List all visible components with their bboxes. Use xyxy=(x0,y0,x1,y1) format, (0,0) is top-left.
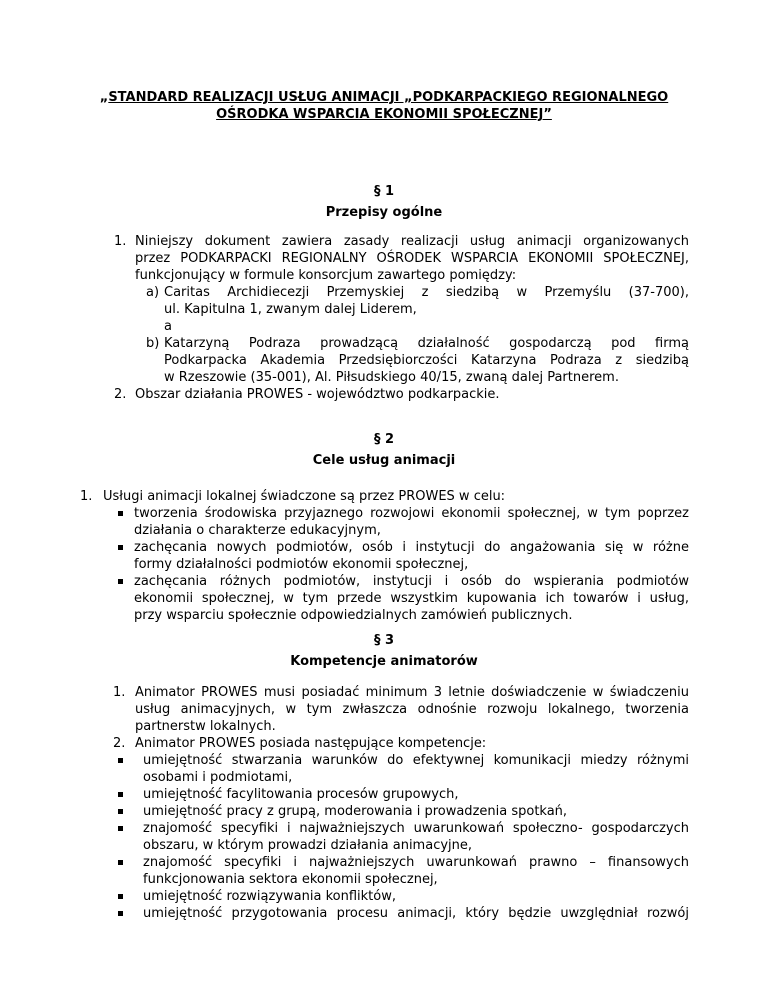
paragraph-line: umiejętność przygotowania procesu animacji, który będzie uwzględniał rozwój xyxy=(143,906,689,921)
paragraph-line: Niniejszy dokument zawiera zasady realizacji usług animacji organizowanych xyxy=(135,234,689,249)
list-marker: b) xyxy=(146,336,160,351)
paragraph-line: osobami i podmiotami, xyxy=(143,770,293,785)
list-marker: 1. xyxy=(80,489,93,504)
section-2-header xyxy=(80,429,688,471)
paragraph-line: znajomość specyfiki i najważniejszych uwarunkowań społeczno- gospodarczych xyxy=(143,821,689,836)
paragraph-line: a xyxy=(164,319,172,334)
bullet-marker xyxy=(118,826,123,831)
section-1-header xyxy=(80,181,688,223)
bullet-marker xyxy=(118,860,123,865)
section-heading: Cele usług animacji xyxy=(312,453,456,468)
paragraph-line: przy wsparciu społecznie odpowiedzialnych zamówień publicznych. xyxy=(134,608,573,623)
title-line-1: STANDARD REALIZACJI USŁUG ANIMACJI „PODKARPACKIEGO REGIONALNEGO xyxy=(108,90,669,105)
paragraph-line: działania o charakterze edukacyjnym, xyxy=(134,523,381,538)
paragraph-line: usług animacyjnych, w tym zwłaszcza odnośnie rozwoju lokalnego, tworzenia xyxy=(135,702,689,717)
title-line-2: OŚRODKA WSPARCIA EKONOMII SPOŁECZNEJ” xyxy=(216,107,552,122)
paragraph-line: w Rzeszowie (35-001), Al. Piłsudskiego 40/15, zwaną dalej Partnerem. xyxy=(164,370,619,385)
paragraph-line: zachęcania różnych podmiotów, instytucji i osób do wspierania podmiotów xyxy=(134,574,689,589)
list-marker: a) xyxy=(146,285,160,300)
bullet-marker xyxy=(118,758,123,763)
paragraph-line: ekonomii społecznej, w tym przede wszystkim kupowania ich towarów i usług, xyxy=(134,591,689,606)
bullet-marker xyxy=(118,911,123,916)
paragraph-line: umiejętność stwarzania warunków do efektywnej komunikacji miedzy różnymi xyxy=(143,753,689,768)
paragraph-line: formy działalności podmiotów ekonomii społecznej, xyxy=(134,557,469,572)
list-marker: 1. xyxy=(113,685,126,700)
paragraph-line: obszaru, w którym prowadzi działania animacyjne, xyxy=(143,838,473,853)
paragraph-line: Caritas Archidiecezji Przemyskiej z siedzibą w Przemyślu (37-700), xyxy=(164,285,689,300)
document-title xyxy=(80,89,688,123)
bullet-marker xyxy=(118,545,123,550)
section-number: § 2 xyxy=(373,432,395,447)
list-marker: 2. xyxy=(113,736,126,751)
bullet-marker xyxy=(118,511,123,516)
paragraph-line: umiejętność rozwiązywania konfliktów, xyxy=(143,889,396,904)
bullet-marker xyxy=(118,579,123,584)
section-3-header xyxy=(80,630,688,672)
paragraph-line: umiejętność pracy z grupą, moderowania i prowadzenia spotkań, xyxy=(143,804,568,819)
paragraph-line: Animator PROWES posiada następujące kompetencje: xyxy=(135,736,487,751)
section-heading: Kompetencje animatorów xyxy=(290,654,478,669)
paragraph-line: umiejętność facylitowania procesów grupowych, xyxy=(143,787,459,802)
paragraph-line: funkcjonujący w formule konsorcjum zawartego pomiędzy: xyxy=(135,268,517,283)
paragraph-line: Usługi animacji lokalnej świadczone są przez PROWES w celu: xyxy=(103,489,506,504)
paragraph-line: Podkarpacka Akademia Przedsiębiorczości Katarzyna Podraza z siedzibą xyxy=(164,353,689,368)
bullet-marker xyxy=(118,894,123,899)
paragraph-line: zachęcania nowych podmiotów, osób i instytucji do angażowania się w różne xyxy=(134,540,689,555)
bullet-marker xyxy=(118,792,123,797)
paragraph-line: tworzenia środowiska przyjaznego rozwojowi ekonomii społecznej, w tym poprzez xyxy=(134,506,689,521)
paragraph-line: funkcjonowania sektora ekonomii społecznej, xyxy=(143,872,438,887)
section-heading: Przepisy ogólne xyxy=(325,205,443,220)
paragraph-line: partnerstw lokalnych. xyxy=(135,719,276,734)
list-marker: 1. xyxy=(114,234,127,249)
paragraph-line: znajomość specyfiki i najważniejszych uwarunkowań prawno – finansowych xyxy=(143,855,689,870)
paragraph-line: ul. Kapitulna 1, zwanym dalej Liderem, xyxy=(164,302,417,317)
paragraph-line: Obszar działania PROWES - województwo podkarpackie. xyxy=(135,387,500,402)
bullet-marker xyxy=(118,809,123,814)
list-marker: 2. xyxy=(114,387,127,402)
title-prefix: „ xyxy=(99,90,109,105)
section-number: § 1 xyxy=(373,184,395,199)
paragraph-line: Katarzyną Podraza prowadzącą działalność gospodarczą pod firmą xyxy=(164,336,689,351)
paragraph-line: Animator PROWES musi posiadać minimum 3 letnie doświadczenie w świadczeniu xyxy=(135,685,689,700)
section-number: § 3 xyxy=(373,633,395,648)
paragraph-line: przez PODKARPACKI REGIONALNY OŚRODEK WSPARCIA EKONOMII SPOŁECZNEJ, xyxy=(135,251,689,266)
